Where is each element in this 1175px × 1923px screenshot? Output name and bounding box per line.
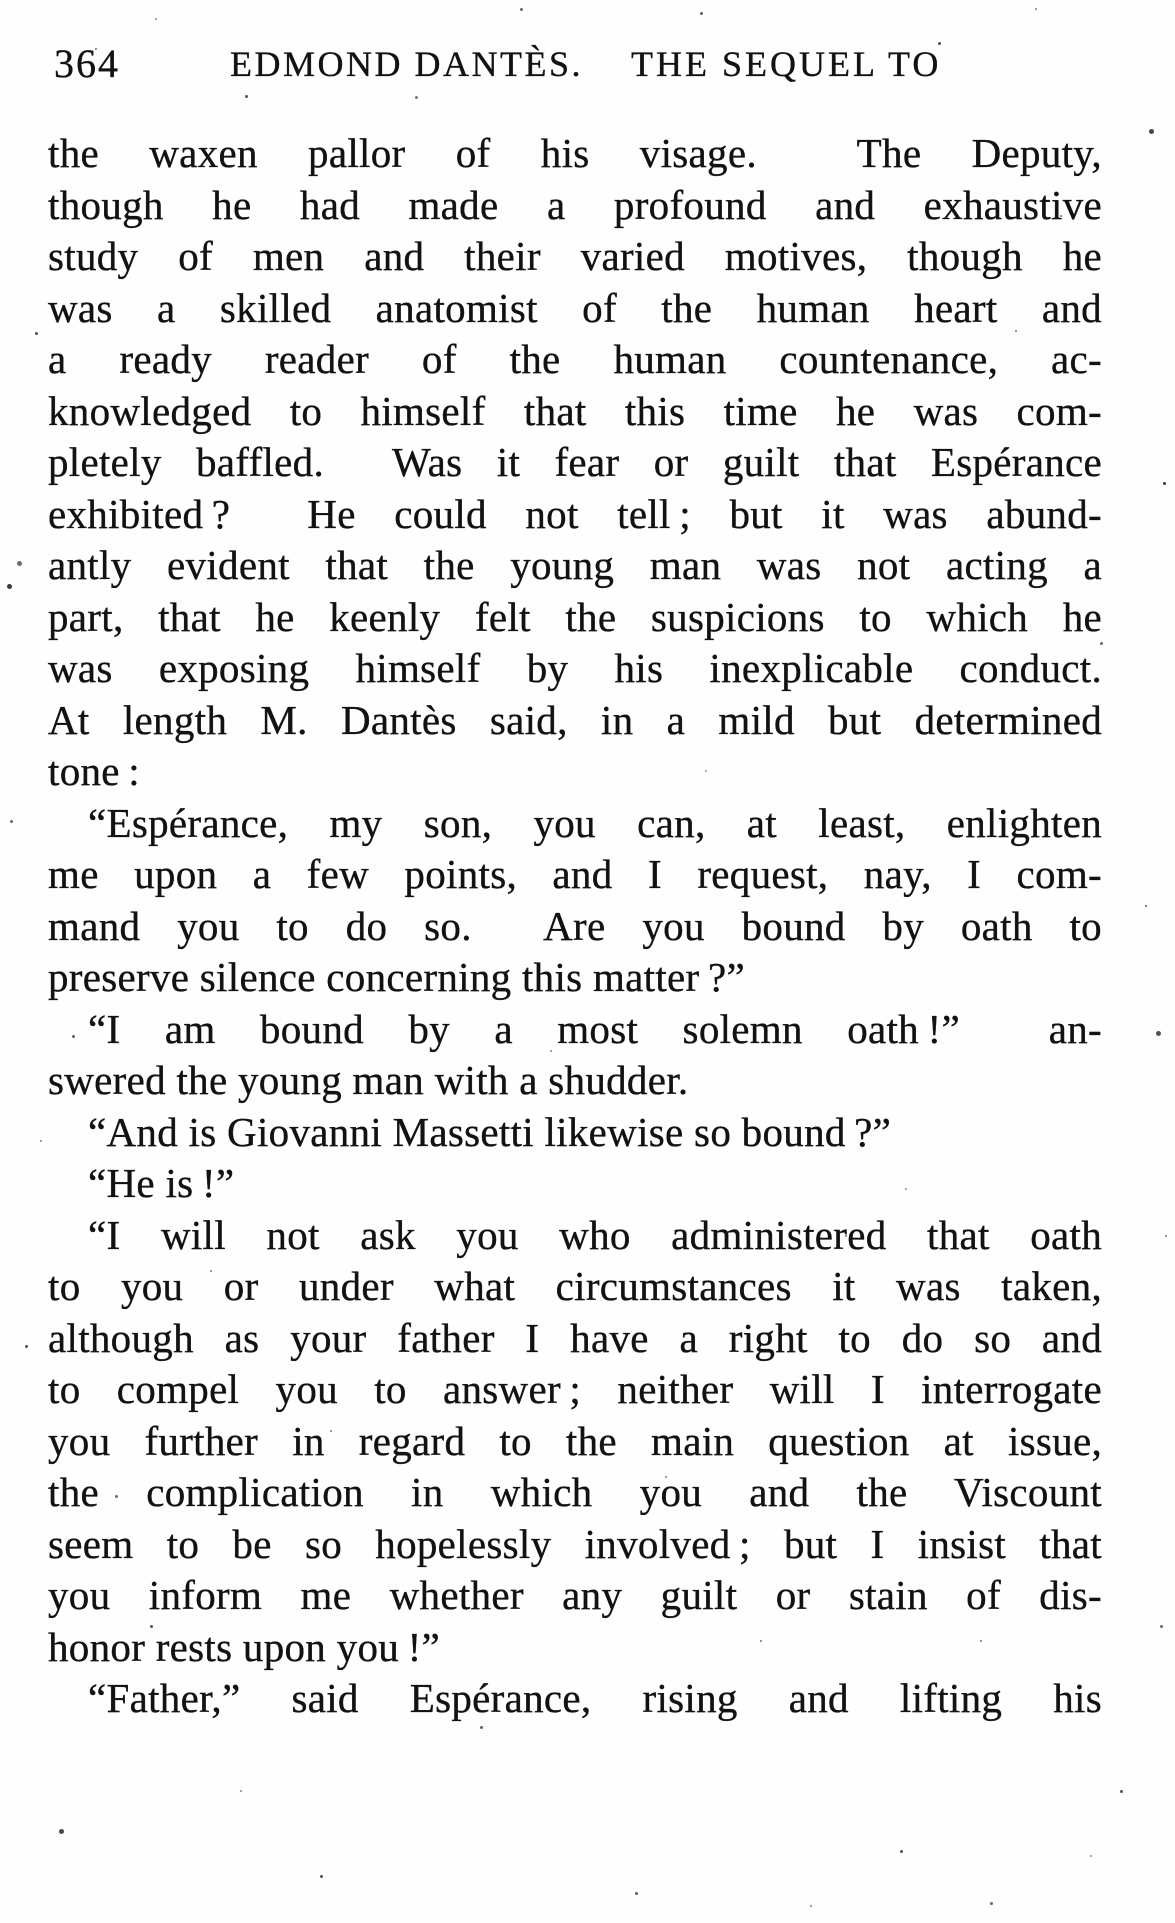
running-header xyxy=(0,40,1175,90)
text-line: you further in regard to the main question at issue, xyxy=(48,1417,1102,1464)
text-line: me upon a few points, and I request, nay, I com- xyxy=(48,851,1102,897)
text-line: was a skilled anatomist of the human heart and xyxy=(48,284,1102,331)
text-line: was exposing himself by his inexplicable conduct. xyxy=(48,645,1102,691)
text-line: part, that he keenly felt the suspicions to which he xyxy=(48,593,1102,640)
text-line: mand you to do so. Are you bound by oath to xyxy=(48,902,1102,949)
text-line: “I will not ask you who administered that oath xyxy=(88,1211,1102,1258)
text-line: to you or under what circumstances it was taken, xyxy=(48,1263,1102,1309)
text-line: study of men and their varied motives, though he xyxy=(48,233,1102,279)
text-line: antly evident that the young man was not acting a xyxy=(48,542,1102,588)
text-line: the waxen pallor of his visage. The Deputy, xyxy=(48,130,1102,176)
text-line: to compel you to answer ; neither will I interrogate xyxy=(48,1366,1102,1412)
text-line: tone : xyxy=(48,748,140,794)
book-title: EDMOND DANTÈS. xyxy=(230,44,583,84)
text-line: the complication in which you and the Viscount xyxy=(48,1469,1102,1515)
text-line: preserve silence concerning this matter ?” xyxy=(48,954,745,1000)
text-line: swered the young man with a shudder. xyxy=(48,1057,689,1103)
text-line: “He is !” xyxy=(88,1160,235,1206)
text-block xyxy=(48,128,1102,1725)
section-title: THE SEQUEL TO xyxy=(631,44,942,84)
text-line: a ready reader of the human countenance, ac- xyxy=(48,336,1102,382)
scan-noise xyxy=(0,0,2,2)
text-line: “And is Giovanni Massetti likewise so bound ?” xyxy=(88,1108,892,1155)
text-line: although as your father I have a right to do so and xyxy=(48,1314,1102,1361)
text-line: you inform me whether any guilt or stain of dis- xyxy=(48,1572,1102,1618)
text-line: At length M. Dantès said, in a mild but determined xyxy=(48,696,1102,743)
text-line: “Father,” said Espérance, rising and lifting his xyxy=(88,1675,1102,1721)
text-line: honor rests upon you !” xyxy=(48,1623,441,1670)
text-line: pletely baffled. Was it fear or guilt that Espérance xyxy=(48,439,1102,485)
scan-noise xyxy=(0,0,3,3)
text-line: “I am bound by a most solemn oath !” an- xyxy=(88,1005,1102,1052)
page-number: 364 xyxy=(54,41,120,86)
text-line: exhibited ? He could not tell ; but it was abund- xyxy=(48,490,1102,537)
text-line: “Espérance, my son, you can, at least, enlighten xyxy=(88,799,1102,846)
text-line: seem to be so hopelessly involved ; but I insist that xyxy=(48,1520,1102,1567)
text-line: though he had made a profound and exhaustive xyxy=(48,181,1102,228)
text-line: knowledged to himself that this time he was com- xyxy=(48,387,1102,434)
